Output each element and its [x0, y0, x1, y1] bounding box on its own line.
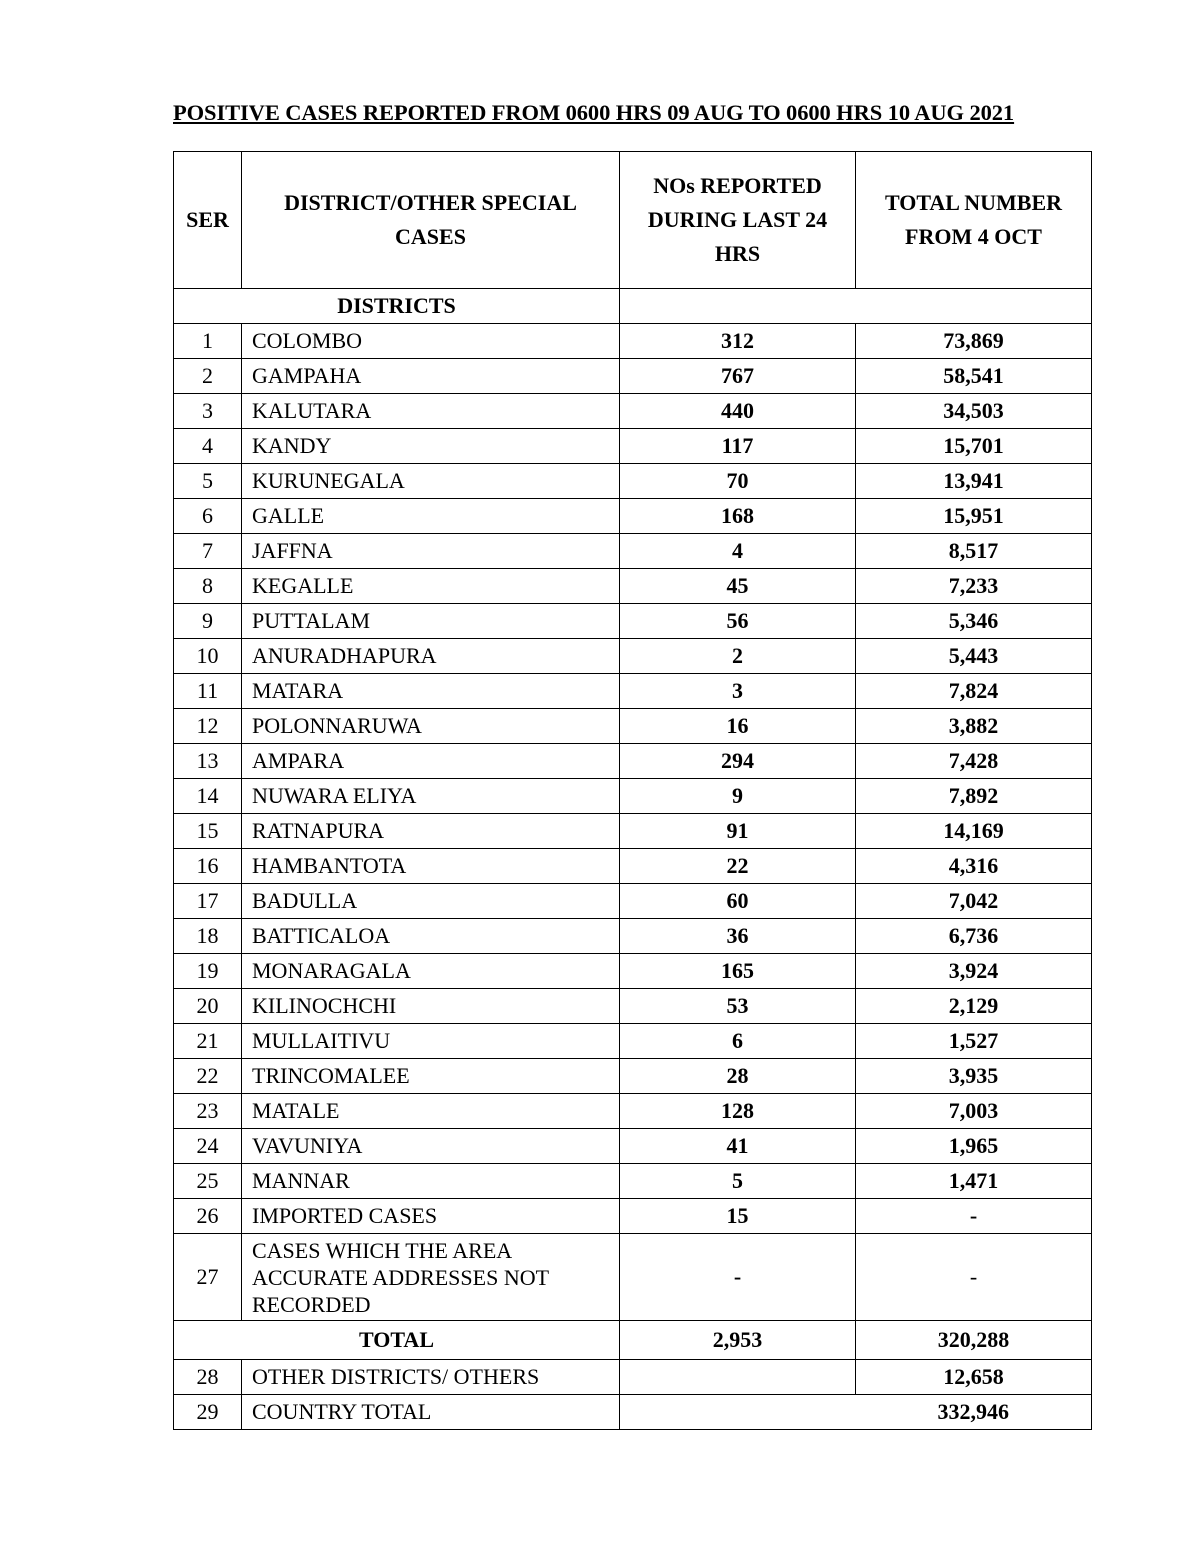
- last24-cell: 294: [620, 744, 856, 779]
- total-cell: 3,935: [856, 1059, 1092, 1094]
- total-cell: 3,882: [856, 709, 1092, 744]
- table-header-row: [174, 152, 1092, 289]
- total-cell: 1,527: [856, 1024, 1092, 1059]
- table-row: [174, 534, 1092, 569]
- last24-cell: 165: [620, 954, 856, 989]
- last24-cell: 128: [620, 1094, 856, 1129]
- district-cell: BADULLA: [242, 884, 620, 919]
- last24-cell: 22: [620, 849, 856, 884]
- ser-cell: 21: [174, 1024, 242, 1059]
- ser-cell: 5: [174, 464, 242, 499]
- ser-cell: 28: [174, 1360, 242, 1395]
- last24-cell: 56: [620, 604, 856, 639]
- ser-cell: 6: [174, 499, 242, 534]
- header-district-text: DISTRICT/OTHER SPECIAL CASES: [284, 190, 577, 249]
- total-cell: 7,892: [856, 779, 1092, 814]
- district-cell: MANNAR: [242, 1164, 620, 1199]
- district-cell: RATNAPURA: [242, 814, 620, 849]
- total-cell: 8,517: [856, 534, 1092, 569]
- district-cell: KURUNEGALA: [242, 464, 620, 499]
- total-cell: 1,965: [856, 1129, 1092, 1164]
- district-cell: NUWARA ELIYA: [242, 779, 620, 814]
- district-cell: POLONNARUWA: [242, 709, 620, 744]
- district-cell: MONARAGALA: [242, 954, 620, 989]
- total-cell: 1,471: [856, 1164, 1092, 1199]
- table-row: [174, 324, 1092, 359]
- district-cell: MATALE: [242, 1094, 620, 1129]
- last24-cell: 3: [620, 674, 856, 709]
- header-district: [242, 152, 620, 289]
- total-cell: 7,824: [856, 674, 1092, 709]
- ser-cell: 1: [174, 324, 242, 359]
- district-cell: OTHER DISTRICTS/ OTHERS: [242, 1360, 620, 1395]
- header-last24: [620, 152, 856, 289]
- district-cell: KALUTARA: [242, 394, 620, 429]
- district-cell: COUNTRY TOTAL: [242, 1395, 620, 1430]
- ser-cell: 10: [174, 639, 242, 674]
- table-row: [174, 499, 1092, 534]
- ser-cell: 18: [174, 919, 242, 954]
- section-blank-cell: [620, 289, 1092, 324]
- total-row: [174, 1321, 1092, 1360]
- district-cell: CASES WHICH THE AREA ACCURATE ADDRESSES NOT RECORDED: [242, 1234, 620, 1321]
- district-cell: KILINOCHCHI: [242, 989, 620, 1024]
- total-cell: 3,924: [856, 954, 1092, 989]
- ser-cell: 19: [174, 954, 242, 989]
- district-cell: TRINCOMALEE: [242, 1059, 620, 1094]
- last24-cell: 53: [620, 989, 856, 1024]
- ser-cell: 2: [174, 359, 242, 394]
- ser-cell: 29: [174, 1395, 242, 1430]
- total-cell: 14,169: [856, 814, 1092, 849]
- district-cell: GAMPAHA: [242, 359, 620, 394]
- total-cell: 73,869: [856, 324, 1092, 359]
- last24-cell: [620, 1360, 856, 1395]
- ser-cell: 4: [174, 429, 242, 464]
- total-cell: 15,951: [856, 499, 1092, 534]
- page-title: POSITIVE CASES REPORTED FROM 0600 HRS 09 AUG TO 0600 HRS 10 AUG 2021: [173, 100, 1015, 125]
- last24-cell: 60: [620, 884, 856, 919]
- total-cell: 5,443: [856, 639, 1092, 674]
- total-cell: 58,541: [856, 359, 1092, 394]
- country-total-cell: 332,946: [620, 1395, 1092, 1430]
- table-row: [174, 1234, 1092, 1321]
- table-row: [174, 639, 1092, 674]
- total-cell: 7,042: [856, 884, 1092, 919]
- table-row: [174, 429, 1092, 464]
- last24-cell: 440: [620, 394, 856, 429]
- table-row: [174, 849, 1092, 884]
- total-cell: 7,428: [856, 744, 1092, 779]
- total-cell: 34,503: [856, 394, 1092, 429]
- ser-cell: 14: [174, 779, 242, 814]
- total-cell: -: [856, 1199, 1092, 1234]
- ser-cell: 13: [174, 744, 242, 779]
- table-row: [174, 919, 1092, 954]
- district-cell: MATARA: [242, 674, 620, 709]
- total-cell: 5,346: [856, 604, 1092, 639]
- last24-cell: 41: [620, 1129, 856, 1164]
- table-row: [174, 1129, 1092, 1164]
- table-row: [174, 1199, 1092, 1234]
- ser-cell: 7: [174, 534, 242, 569]
- table-row: [174, 1360, 1092, 1395]
- section-row: [174, 289, 1092, 324]
- district-cell: HAMBANTOTA: [242, 849, 620, 884]
- table-row: [174, 779, 1092, 814]
- table-row: [174, 1059, 1092, 1094]
- header-total: [856, 152, 1092, 289]
- district-cell: ANURADHAPURA: [242, 639, 620, 674]
- table-row: [174, 394, 1092, 429]
- header-ser: SER: [174, 152, 242, 289]
- last24-cell: 4: [620, 534, 856, 569]
- last24-cell: 767: [620, 359, 856, 394]
- table-row: [174, 604, 1092, 639]
- total-cell: 4,316: [856, 849, 1092, 884]
- last24-cell: 16: [620, 709, 856, 744]
- ser-cell: 11: [174, 674, 242, 709]
- ser-cell: 12: [174, 709, 242, 744]
- table-row: [174, 1094, 1092, 1129]
- last24-cell: 9: [620, 779, 856, 814]
- last24-cell: 15: [620, 1199, 856, 1234]
- section-label: DISTRICTS: [337, 293, 456, 318]
- table-row: [174, 464, 1092, 499]
- last24-cell: 117: [620, 429, 856, 464]
- ser-cell: 3: [174, 394, 242, 429]
- district-cell: VAVUNIYA: [242, 1129, 620, 1164]
- district-cell: IMPORTED CASES: [242, 1199, 620, 1234]
- district-cell: AMPARA: [242, 744, 620, 779]
- ser-cell: 24: [174, 1129, 242, 1164]
- last24-cell: 6: [620, 1024, 856, 1059]
- ser-cell: 15: [174, 814, 242, 849]
- ser-cell: 22: [174, 1059, 242, 1094]
- header-total-text: TOTAL NUMBER FROM 4 OCT: [884, 190, 1063, 249]
- last24-cell: 28: [620, 1059, 856, 1094]
- ser-cell: 17: [174, 884, 242, 919]
- total-cell: 12,658: [856, 1360, 1092, 1395]
- district-cell: PUTTALAM: [242, 604, 620, 639]
- last24-cell: 36: [620, 919, 856, 954]
- ser-cell: 16: [174, 849, 242, 884]
- total-cell: -: [856, 1234, 1092, 1321]
- total-cell: 7,233: [856, 569, 1092, 604]
- total-total: 320,288: [856, 1321, 1092, 1360]
- table-row: [174, 989, 1092, 1024]
- total-label: TOTAL: [174, 1321, 620, 1360]
- table-row: [174, 359, 1092, 394]
- district-cell: KANDY: [242, 429, 620, 464]
- ser-cell: 9: [174, 604, 242, 639]
- district-cell: BATTICALOA: [242, 919, 620, 954]
- table-row: [174, 1024, 1092, 1059]
- last24-cell: 5: [620, 1164, 856, 1199]
- total-cell: 15,701: [856, 429, 1092, 464]
- table-row: [174, 954, 1092, 989]
- total-cell: 7,003: [856, 1094, 1092, 1129]
- district-cell: MULLAITIVU: [242, 1024, 620, 1059]
- cases-table: [173, 151, 1092, 1430]
- table-row: [174, 674, 1092, 709]
- total-cell: 6,736: [856, 919, 1092, 954]
- section-label-cell: [174, 289, 620, 324]
- last24-cell: 312: [620, 324, 856, 359]
- table-row: [174, 814, 1092, 849]
- table-row: [174, 1395, 1092, 1430]
- total-cell: 13,941: [856, 464, 1092, 499]
- last24-cell: -: [620, 1234, 856, 1321]
- district-cell: COLOMBO: [242, 324, 620, 359]
- ser-cell: 26: [174, 1199, 242, 1234]
- ser-cell: 27: [174, 1234, 242, 1321]
- last24-cell: 168: [620, 499, 856, 534]
- last24-cell: 91: [620, 814, 856, 849]
- table-row: [174, 569, 1092, 604]
- district-cell: GALLE: [242, 499, 620, 534]
- header-last24-text: NOs REPORTED DURING LAST 24 HRS: [647, 173, 828, 266]
- total-cell: 2,129: [856, 989, 1092, 1024]
- district-cell: JAFFNA: [242, 534, 620, 569]
- ser-cell: 23: [174, 1094, 242, 1129]
- total-last24: 2,953: [620, 1321, 856, 1360]
- ser-cell: 20: [174, 989, 242, 1024]
- table-row: [174, 709, 1092, 744]
- ser-cell: 25: [174, 1164, 242, 1199]
- table-row: [174, 1164, 1092, 1199]
- last24-cell: 70: [620, 464, 856, 499]
- district-cell: KEGALLE: [242, 569, 620, 604]
- last24-cell: 45: [620, 569, 856, 604]
- table-row: [174, 884, 1092, 919]
- last24-cell: 2: [620, 639, 856, 674]
- table-row: [174, 744, 1092, 779]
- ser-cell: 8: [174, 569, 242, 604]
